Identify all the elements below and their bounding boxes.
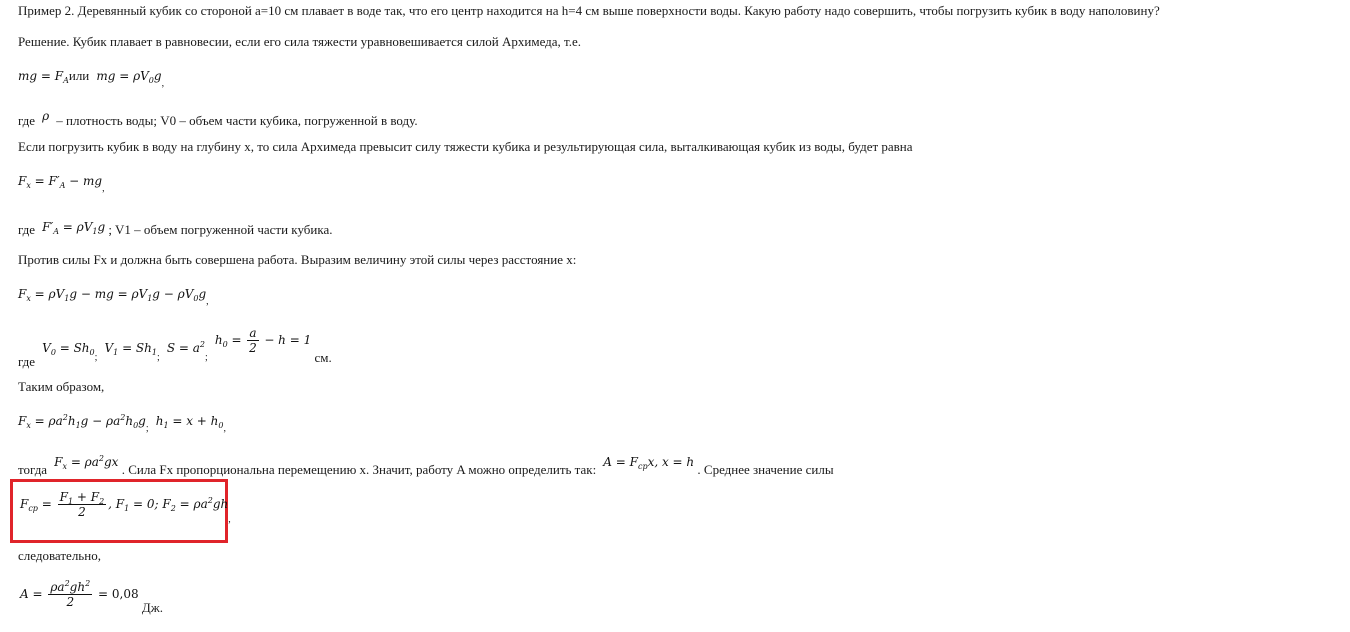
submerge-text: Если погрузить кубик в воду на глубину x, то сила Архимеда превысит силу тяжести кубика и результирующая сила, выталкивающая кубик из воды, будет равна: [18, 139, 913, 154]
consequently-text: следовательно,: [18, 548, 101, 563]
equation-force-expansion: $F_x = \rho V_1g$ − mg = $\rho V_1g - \rho V_0g_,$: [18, 287, 209, 307]
problem-statement: Пример 2. Деревянный кубик со стороной a=10 см плавает в воде так, что его центр находится на h=4 см выше поверхности воды. Какую работу надо совершить, чтобы погрузить кубик в воду наполовину?: [18, 3, 1160, 18]
solution-intro: Решение. Кубик плавает в равновесии, если его сила тяжести уравновешивается силой Архимеда, т.е.: [18, 34, 582, 49]
equation-joiner: или: [68, 68, 90, 83]
then-suffix-text: . Среднее значение силы: [697, 462, 834, 477]
unit-joule: Дж.: [141, 600, 163, 615]
volume-where-label: где: [18, 354, 36, 369]
unit-cm: см.: [314, 350, 332, 365]
thus-text: Таким образом,: [18, 379, 105, 394]
equation-work-result: A = $\frac{\rho a^2gh^2}{2}$ = 0,08 Дж.: [20, 579, 163, 615]
rho-where-label: где: [18, 113, 36, 128]
equation-force-cube: $F_x = \rho a^2h_1g - \rho a^2h_0g_;$ $h_1 = x + h_{0,}$: [18, 413, 226, 434]
fa-definition: где $F'_A = \rho V_1g$ ; V1 – объем погруженной части кубика.: [18, 220, 333, 237]
then-middle-text: . Сила Fx пропорциональна перемещению x. Значит, работу A можно определить так:: [121, 462, 597, 477]
result-value: 0,08: [111, 587, 139, 601]
equation-resultant-force: $F_x = F'_A - mg_,$: [18, 174, 105, 194]
fa-where-label: где: [18, 222, 36, 237]
fa-where-text: ; V1 – объем погруженной части кубика.: [108, 222, 333, 237]
then-label: тогда: [18, 462, 48, 477]
rho-definition: где ρ – плотность воды; V0 – объем части кубика, погруженной в воду.: [18, 109, 418, 128]
volume-definitions: где $V_0 = Sh_{0;}$ $V_1 = Sh_{1;}$ $S = a^2_;$ $h_0$ = $\frac{a}{2}$ − h = 1 см.: [18, 326, 332, 369]
rho-where-text: – плотность воды; V0 – объем части кубика, погруженной в воду.: [56, 113, 418, 128]
then-line: тогда $F_x = \rho a^2gx$ . Сила Fx пропорциональна перемещению x. Значит, работу A можно определить так: $A = F_{ср}x$, x = h . Среднее значение силы: [18, 454, 834, 477]
equation-average-force: $F_{ср}$ = $\frac{F_1 + F_2}{2}$ , $F_1 = 0$; $F_2 = \rho a^2gh_,$: [20, 490, 231, 525]
equation-equilibrium: mg = $F_Aили$ mg = $\rho V_0g_,$: [18, 68, 165, 89]
against-force-text: Против силы Fx и должна быть совершена работа. Выразим величину этой силы через расстояние x:: [18, 252, 577, 267]
